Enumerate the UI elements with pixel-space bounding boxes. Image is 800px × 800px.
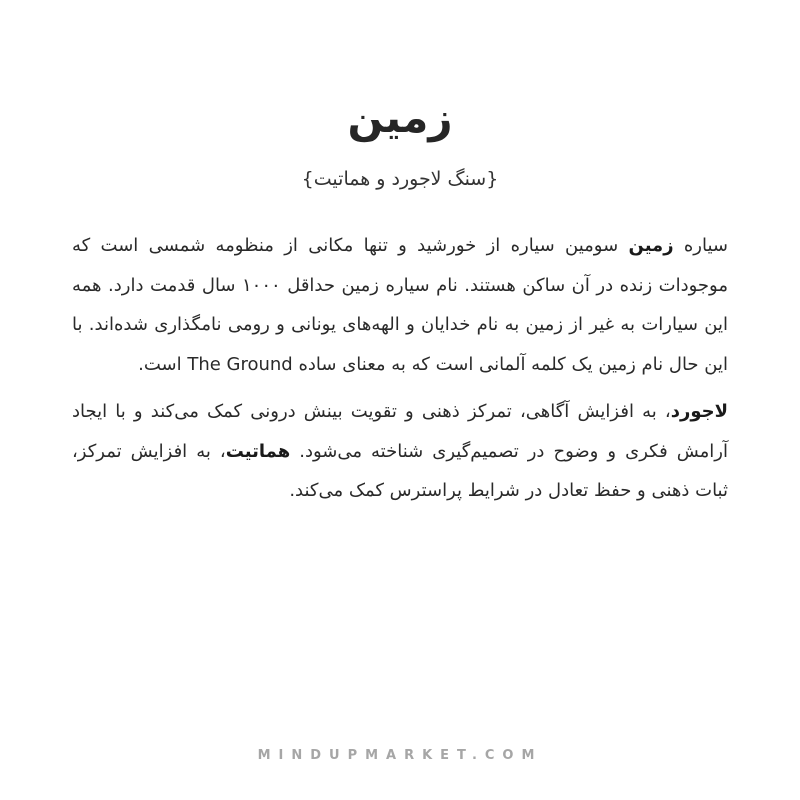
- keyword-earth: زمین: [628, 235, 674, 256]
- footer-brand: MINDUPMARKET.COM: [257, 748, 543, 763]
- paragraph-earth: [72, 226, 728, 384]
- paragraph-earth-text-2: سومین سیاره از خورشید و تنها مکانی از منظومه شمسی است که موجودات زنده در آن ساکن هستند. نام سیاره زمین حداقل ۱۰۰۰ سال قدمت دارد. همه این سیارات به غیر از زمین به نام خدایان و الهه‌های یونانی و رومی نامگذاری شده‌اند. با این حال نام زمین یک کلمه آلمانی است که به معنای ساده The Ground است.: [72, 235, 728, 375]
- keyword-lapis: لاجورد: [670, 401, 728, 422]
- paragraph-stones-text-1: ، به افزایش آگاهی، تمرکز ذهنی و تقویت بینش درونی کمک می‌کند و با ایجاد آرامش فکری و وضوح در تصمیم‌گیری شناخته می‌شود.: [72, 401, 728, 462]
- paragraph-stones: [72, 392, 728, 511]
- paragraph-stones-text-2: ، به افزایش تمرکز، ثبات ذهنی و حفظ تعادل در شرایط پراسترس کمک می‌کند.: [72, 440, 728, 501]
- page-title: زمین: [347, 93, 453, 142]
- paragraph-earth-text-1: سیاره: [673, 235, 729, 256]
- keyword-hematite: هماتیت: [225, 440, 291, 462]
- article-body: [72, 226, 728, 519]
- page-subtitle: {سنگ لاجورد و هماتیت}: [301, 168, 499, 190]
